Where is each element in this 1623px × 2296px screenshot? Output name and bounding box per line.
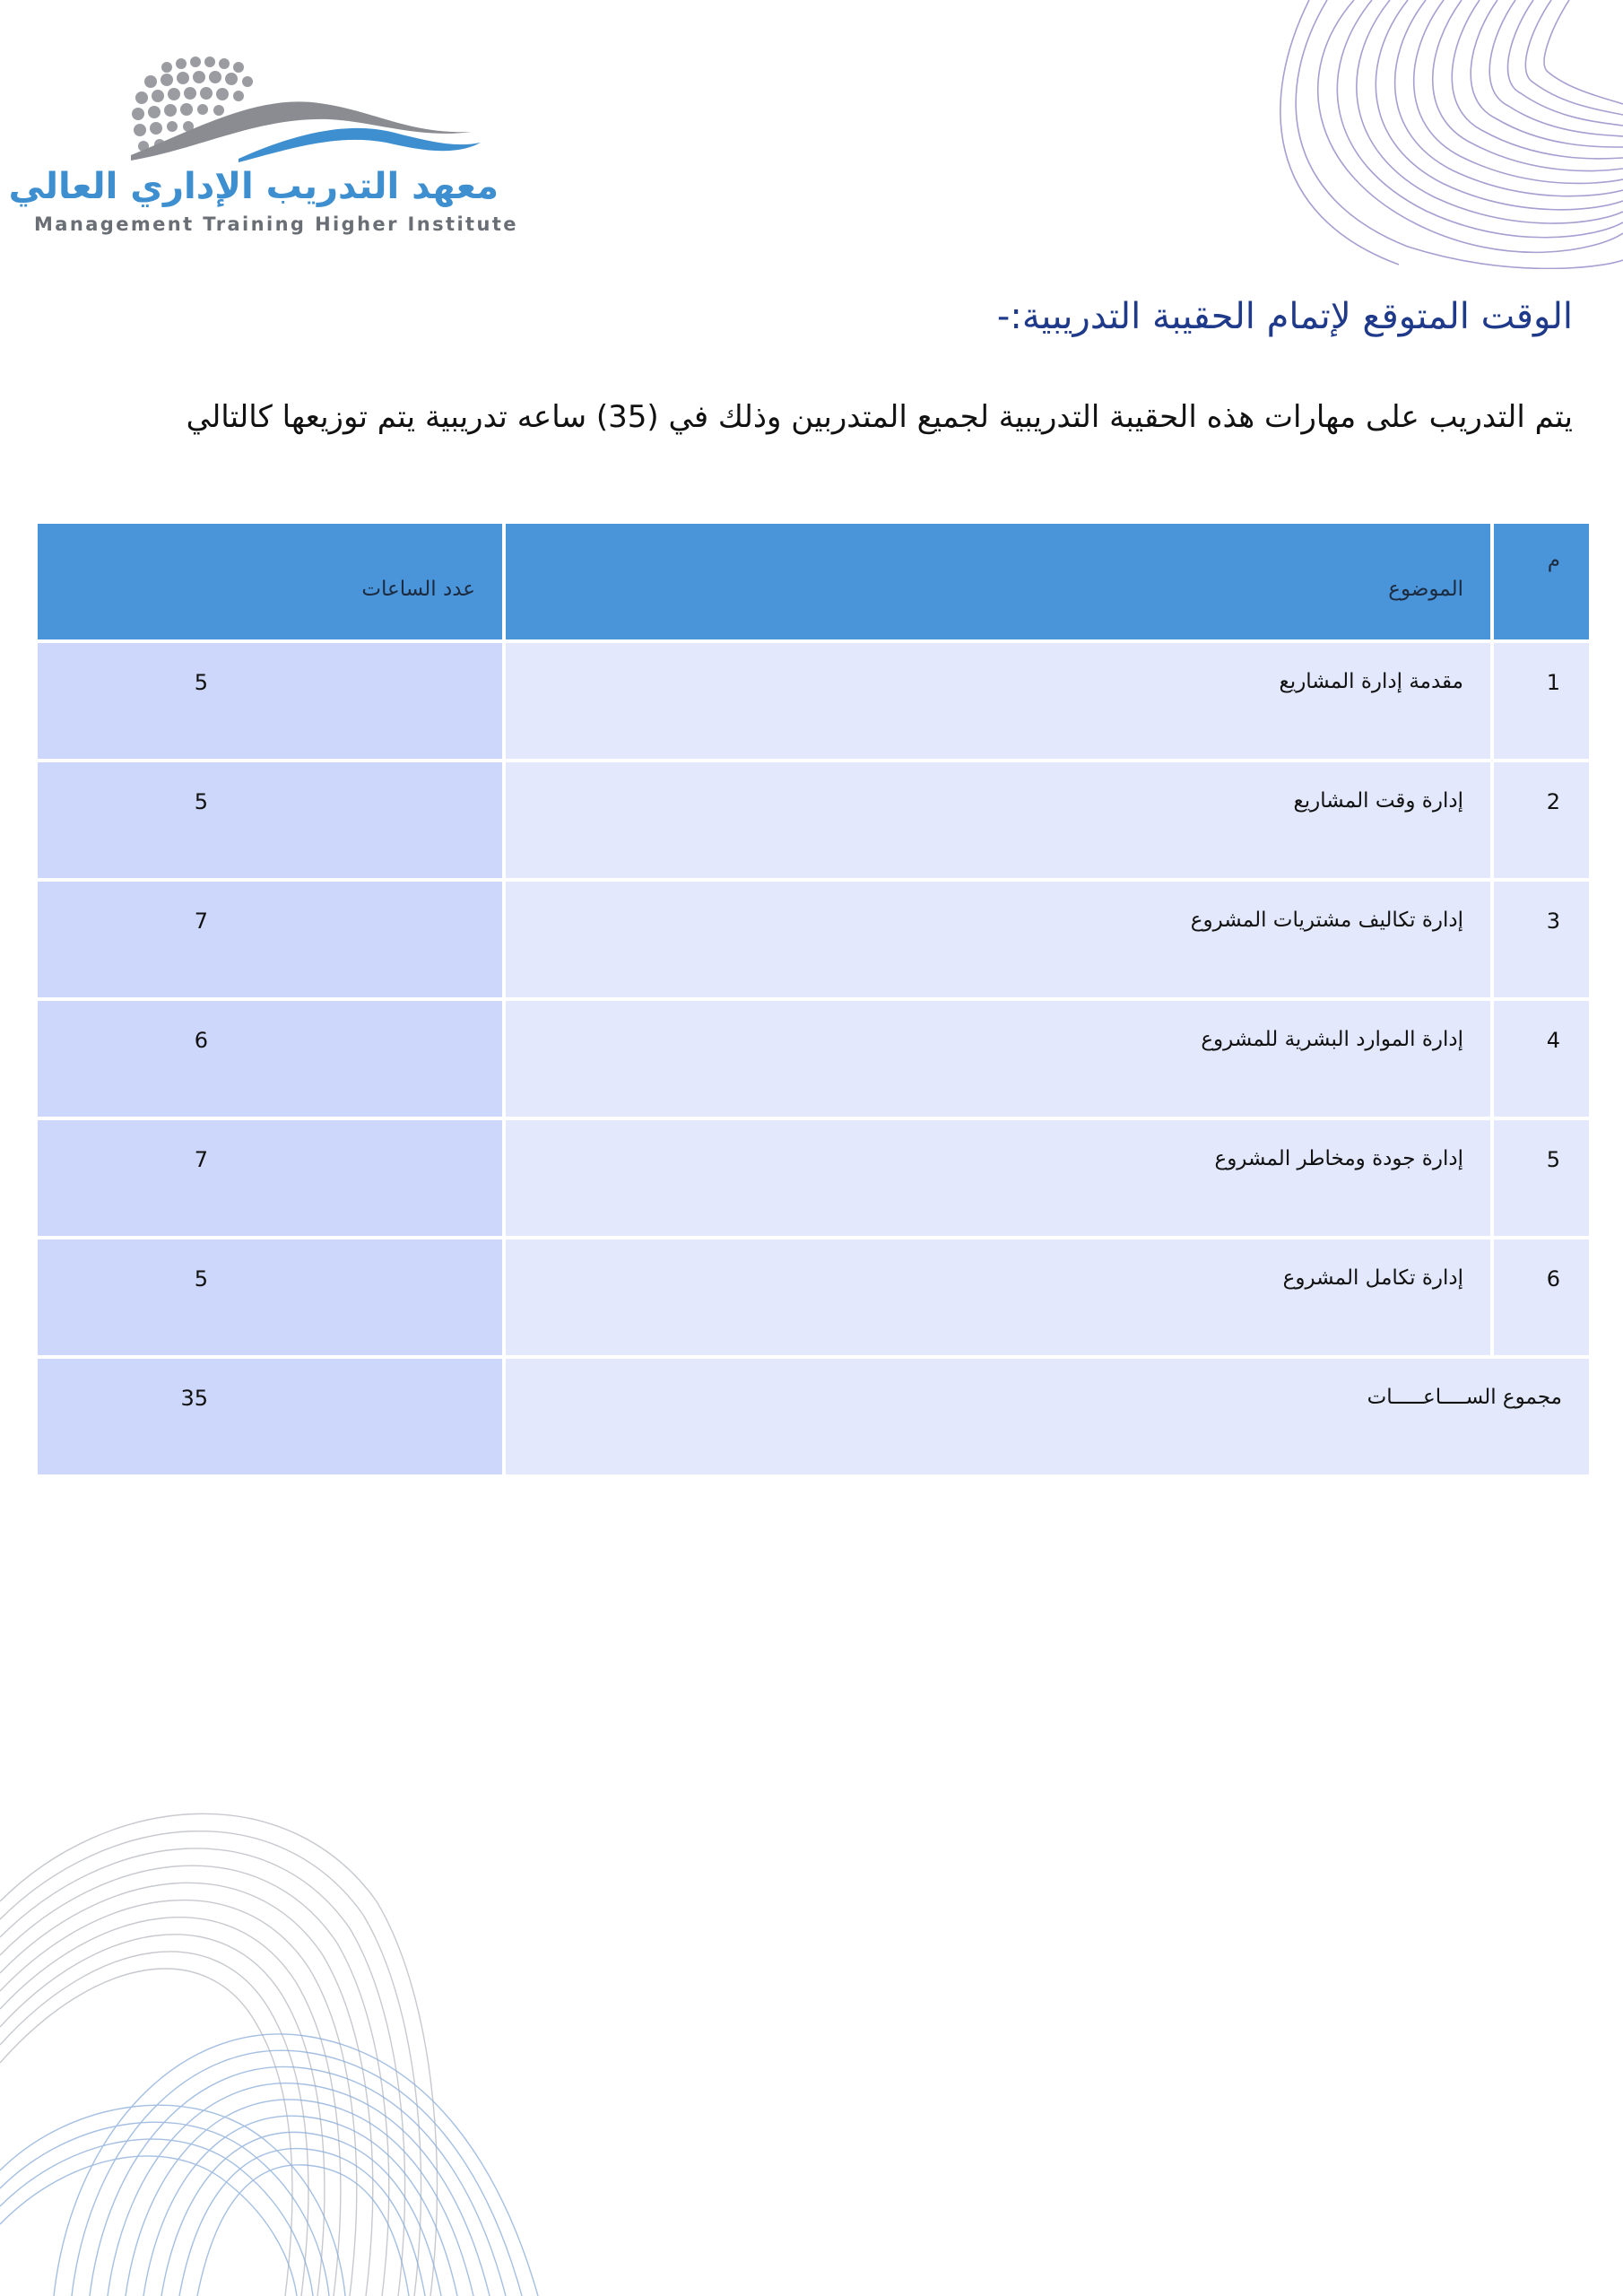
row-number: 3	[1546, 909, 1560, 934]
total-hours-value: 35	[180, 1386, 208, 1411]
row-topic: إدارة وقت المشاريع	[1293, 789, 1463, 813]
header-topic-cell	[504, 522, 1492, 641]
row-hours: 5	[194, 789, 208, 814]
row-hours: 5	[194, 1266, 208, 1292]
table-row	[36, 999, 1591, 1118]
institute-logo	[8, 49, 518, 247]
table-row	[36, 641, 1591, 761]
header-number-cell	[1492, 522, 1591, 641]
row-topic: مقدمة إدارة المشاريع	[1279, 670, 1463, 693]
table-row	[36, 1118, 1591, 1238]
row-hours: 6	[194, 1028, 208, 1053]
section-heading: الوقت المتوقع لإتمام الحقيبة التدريبية:-	[996, 296, 1573, 337]
header-number-label: م	[1547, 549, 1560, 572]
row-topic: إدارة تكامل المشروع	[1282, 1266, 1463, 1290]
total-hours-label: مجموع الســــاعـــــات	[1367, 1386, 1562, 1409]
row-topic: إدارة تكاليف مشتريات المشروع	[1190, 909, 1463, 932]
row-topic: إدارة الموارد البشرية للمشروع	[1201, 1028, 1463, 1051]
table-header-row	[36, 522, 1591, 641]
row-topic: إدارة جودة ومخاطر المشروع	[1214, 1147, 1463, 1170]
table-row	[36, 761, 1591, 880]
row-number: 5	[1546, 1147, 1560, 1172]
row-number: 4	[1546, 1028, 1560, 1053]
table-total-row	[36, 1357, 1591, 1476]
row-hours: 7	[194, 909, 208, 934]
row-hours: 7	[194, 1147, 208, 1172]
header-hours-label: عدد الساعات	[361, 578, 475, 601]
table-row	[36, 1238, 1591, 1357]
row-number: 1	[1546, 670, 1560, 695]
intro-paragraph: يتم التدريب على مهارات هذه الحقيبة التدريبية لجميع المتدربين وذلك في (35) ساعه تدريبية يتم توزيعها كالتالي	[186, 399, 1573, 435]
table-row	[36, 880, 1591, 999]
row-number: 2	[1546, 789, 1560, 814]
logo-arabic-name: معهد التدريب الإداري العالي	[8, 166, 499, 207]
logo-english-name: Management Training Higher Institute	[34, 213, 518, 235]
top-right-decorative-lines	[1237, 0, 1623, 269]
row-hours: 5	[194, 670, 208, 695]
row-number: 6	[1546, 1266, 1560, 1292]
training-hours-table	[34, 520, 1593, 1478]
bottom-left-decorative-lines	[0, 1722, 646, 2296]
logo-globe-icon	[32, 49, 499, 166]
header-hours-cell	[36, 522, 504, 641]
header-topic-label: الموضوع	[1388, 578, 1463, 601]
